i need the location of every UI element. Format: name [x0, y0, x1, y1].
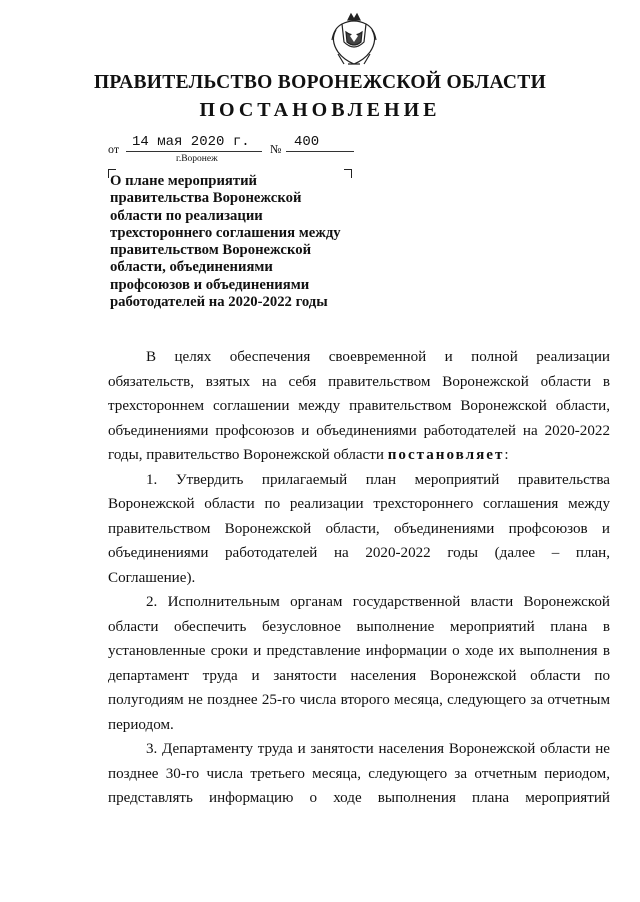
- body-line: 2. Исполнительным органам государственной власти Воронежской: [146, 594, 610, 610]
- body-line: департамент труда и занятости населения Воронежской области по: [108, 667, 610, 684]
- body-line: установленные сроки и представление информации о ходе их выполнения в: [108, 643, 610, 659]
- document-type: ПОСТАНОВЛЕНИЕ: [199, 99, 441, 121]
- body-line: представлять информацию о ходе выполнения плана мероприятий: [108, 790, 610, 806]
- body-line: Воронежской области по реализации трехстороннего соглашения между: [108, 496, 610, 512]
- body-line: позднее 30-го числа третьего месяца, следующего за отчетным периодом,: [108, 765, 610, 782]
- decree-word: постановляет: [387, 447, 505, 463]
- document-subject: [110, 173, 360, 311]
- subject-line: области по реализации: [110, 207, 263, 224]
- number-underline: [286, 151, 354, 152]
- preamble-last-text: годы, правительство Воронежской области: [108, 447, 384, 463]
- item-2-paragraph: [108, 590, 610, 737]
- body-line: 1. Утвердить прилагаемый план мероприятий правительства: [146, 471, 610, 488]
- coat-of-arms-icon: [328, 10, 380, 72]
- body-line: В целях обеспечения своевременной и полной реализации: [146, 349, 610, 365]
- body-line: трехстороннем соглашении между правительством Воронежской области,: [108, 398, 610, 414]
- body-line: области обеспечить безусловное выполнение мероприятий плана в: [108, 618, 610, 635]
- date-prefix: от: [108, 142, 120, 156]
- document-date: 14 мая 2020 г.: [132, 134, 250, 150]
- subject-line: правительства Воронежской: [110, 190, 302, 207]
- item-1-paragraph: [108, 468, 610, 591]
- body-line: 3. Департаменту труда и занятости населения Воронежской области не: [146, 741, 610, 757]
- item-3-paragraph: [108, 737, 610, 811]
- preamble-paragraph: [108, 345, 610, 468]
- subject-line: О плане мероприятий: [110, 173, 258, 189]
- subject-line: трехстороннего соглашения между: [110, 224, 341, 241]
- body-line: Соглашение).: [108, 569, 196, 586]
- body-line: объединениями профсоюзов и объединениями работодателей на 2020-2022: [108, 422, 610, 439]
- body-line: правительством Воронежской области, объединениями профсоюзов и: [108, 520, 610, 537]
- document-meta: [108, 134, 368, 168]
- subject-line: профсоюзов и объединениями: [110, 276, 310, 293]
- number-prefix: №: [270, 142, 282, 156]
- body-line: объединениями работодателей на 2020-2022 годы (далее – план,: [108, 545, 610, 561]
- body-line: [108, 443, 610, 468]
- decree-colon: :: [504, 447, 509, 463]
- body-line: периодом.: [108, 716, 174, 733]
- document-number: 400: [294, 134, 320, 150]
- date-underline: [126, 151, 262, 152]
- subject-line: работодателей на 2020-2022 годы: [110, 294, 328, 311]
- body-line: полугодиям не позднее 25-го числа второго месяца, следующего за отчетным: [108, 692, 610, 708]
- city-label: г.Воронеж: [176, 154, 218, 164]
- organization-title: ПРАВИТЕЛЬСТВО ВОРОНЕЖСКОЙ ОБЛАСТИ: [93, 72, 547, 93]
- body-line: обязательств, взятых на себя правительством Воронежской области в: [108, 373, 610, 390]
- subject-line: правительством Воронежской: [110, 242, 312, 259]
- subject-line: области, объединениями: [110, 259, 273, 276]
- document-body: [108, 345, 610, 811]
